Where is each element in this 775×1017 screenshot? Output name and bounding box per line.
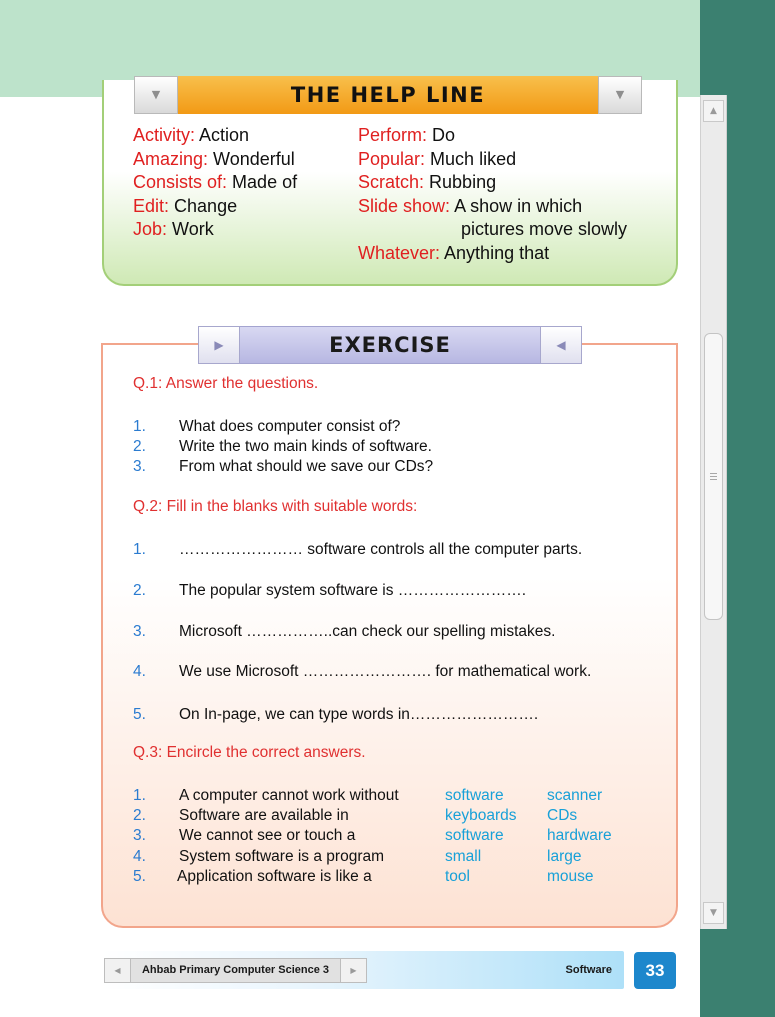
- grip-icon: [710, 473, 717, 480]
- glossary-entry: Edit: Change: [133, 195, 238, 216]
- glossary-entry: Slide show: A show in which: [358, 195, 583, 216]
- triangle-left-icon: ◀: [104, 958, 131, 983]
- q3-heading: Q.3: Encircle the correct answers.: [133, 744, 366, 761]
- scrollbar-thumb[interactable]: [704, 333, 723, 620]
- glossary-right-column: [358, 124, 627, 265]
- footer-chapter-name: Software: [565, 964, 612, 976]
- glossary-entry: Whatever: Anything that: [358, 242, 550, 263]
- page-number-badge: 33: [634, 952, 676, 989]
- glossary-entry: Consists of: Made of: [133, 172, 298, 192]
- glossary-entry: Amazing: Wonderful: [133, 148, 295, 169]
- glossary-entry: Job: Work: [133, 219, 214, 239]
- exercise-title: EXERCISE: [329, 333, 451, 357]
- glossary-entry: Scratch: Rubbing: [358, 172, 497, 192]
- triangle-right-icon: ▶: [198, 326, 240, 364]
- glossary-entry-continued: pictures move slowly: [461, 219, 628, 239]
- help-line-title: THE HELP LINE: [290, 83, 486, 107]
- q1-heading: Q.1: Answer the questions.: [133, 375, 319, 392]
- glossary-entry: Popular: Much liked: [358, 148, 517, 169]
- footer-book-title: Ahbab Primary Computer Science 3: [131, 958, 340, 983]
- triangle-down-icon: ▼: [134, 76, 178, 114]
- glossary-entry: Activity: Action: [133, 125, 250, 145]
- q2-heading: Q.2: Fill in the blanks with suitable words:: [133, 498, 418, 515]
- glossary-entry: Perform: Do: [358, 125, 456, 145]
- glossary-left-column: [133, 124, 297, 242]
- vertical-scrollbar[interactable]: [700, 95, 727, 929]
- triangle-right-icon: ▶: [340, 958, 367, 983]
- triangle-left-icon: ◀: [540, 326, 582, 364]
- triangle-down-icon: ▼: [598, 76, 642, 114]
- chevron-up-icon[interactable]: ▲: [703, 100, 724, 122]
- chevron-down-icon[interactable]: ▼: [703, 902, 724, 924]
